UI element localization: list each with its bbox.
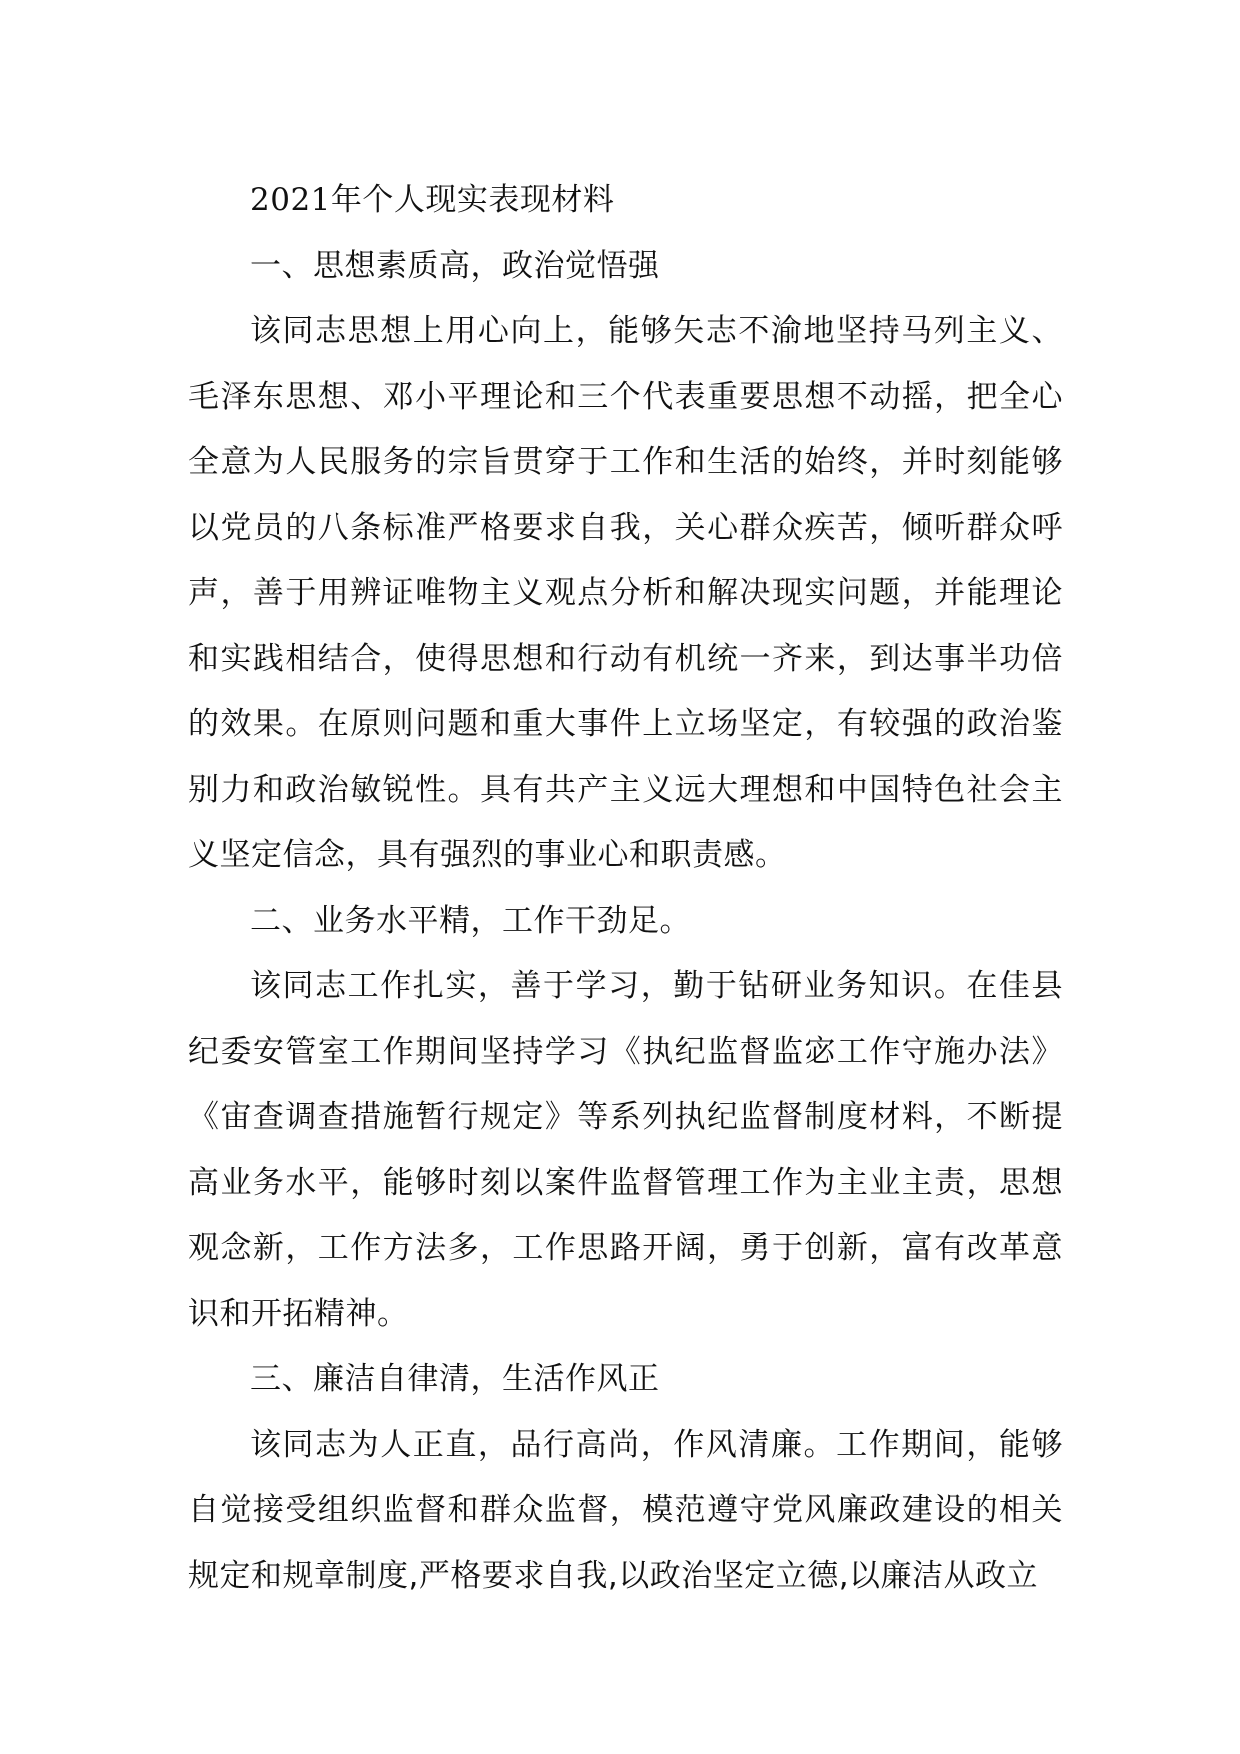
section-heading-1: 一、思想素质高，政治觉悟强 xyxy=(250,247,660,284)
section-body-2: 该同志工作扎实，善于学习，勤于钻研业务知识。在佳县纪委安管室工作期间坚持学习《执纪监督监宓工作守施办法》《宙查调查措施暂行规定》等系列执纪监督制度材料，不断提高业务水平，能够时刻以案件监督管理工作为主业主责，思想观念新，工作方法多，工作思路开阔，勇于创新，富有改革意识和开拓精神。 xyxy=(188,968,1063,1332)
document-title: 2021年个人现实表现材料 xyxy=(250,182,615,218)
section-body-1: 该同志思想上用心向上，能够矢志不渝地坚持马列主义、毛泽东思想、邓小平理论和三个代表重要思想不动摇，把全心全意为人民服务的宗旨贯穿于工作和生活的始终，并时刻能够以党员的八条标准严格要求自我，关心群众疾苦，倾听群众呼声，善于用辨证唯物主义观点分析和解决现实问题，并能理论和实践相结合，使得思想和行动有机统一齐来，到达事半功倍的效果。在原则问题和重大事件上立场坚定，有较强的政治鉴别力和政治敏锐性。具有共产主义远大理想和中国特色社会主义坚定信念，具有强烈的事业心和职责感。 xyxy=(188,313,1063,873)
document-page xyxy=(188,168,1063,1609)
section-body-3: 该同志为人正直，品行高尚，作风清廉。工作期间，能够自觉接受组织监督和群众监督，模范遵守党风廉政建设的相关规定和规章制度,严格要求自我,以政治坚定立德,以廉洁从政立 xyxy=(188,1426,1063,1594)
section-heading-3: 三、廉洁自律清，生活作风正 xyxy=(250,1361,660,1397)
section-heading-2: 二、业务水平精，工作干劲足。 xyxy=(250,902,691,939)
